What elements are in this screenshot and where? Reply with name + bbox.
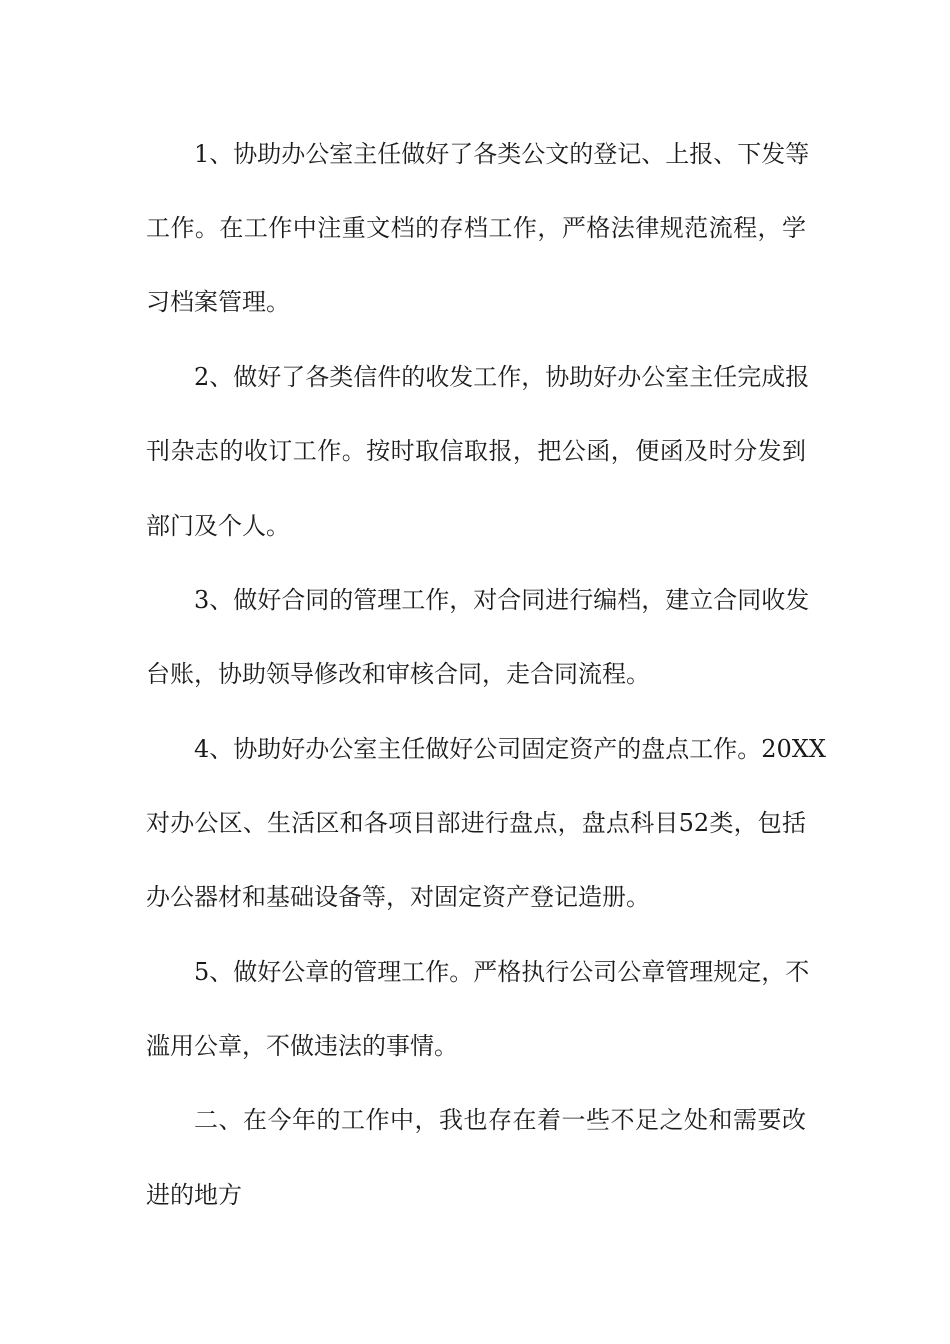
paragraph-1-line-1: 1、协助办公室主任做好了各类公文的登记、上报、下发等 xyxy=(194,140,810,168)
paragraph-4-line-2: 对办公区、生活区和各项目部进行盘点，盘点科目52类，包括 xyxy=(146,809,806,837)
paragraph-3-line-2: 台账，协助领导修改和审核合同，走合同流程。 xyxy=(146,660,650,688)
paragraph-1-line-2: 工作。在工作中注重文档的存档工作，严格法律规范流程，学 xyxy=(146,214,806,242)
section-heading-line-1: 二、在今年的工作中，我也存在着一些不足之处和需要改 xyxy=(194,1106,806,1134)
paragraph-2-line-3: 部门及个人。 xyxy=(146,512,290,540)
paragraph-2-line-2: 刊杂志的收订工作。按时取信取报，把公函，便函及时分发到 xyxy=(146,437,806,465)
section-heading-line-2: 进的地方 xyxy=(146,1181,242,1209)
paragraph-2-line-1: 2、做好了各类信件的收发工作，协助好办公室主任完成报 xyxy=(194,363,810,391)
paragraph-1-line-3: 习档案管理。 xyxy=(146,288,290,316)
paragraph-5-line-2: 滥用公章，不做违法的事情。 xyxy=(146,1032,458,1060)
paragraph-4-line-1: 4、协助好办公室主任做好公司固定资产的盘点工作。20XX xyxy=(194,735,826,763)
paragraph-3-line-1: 3、做好合同的管理工作，对合同进行编档，建立合同收发 xyxy=(194,586,810,614)
paragraph-4-line-3: 办公器材和基础设备等，对固定资产登记造册。 xyxy=(146,883,650,911)
paragraph-5-line-1: 5、做好公章的管理工作。严格执行公司公章管理规定，不 xyxy=(194,958,810,986)
